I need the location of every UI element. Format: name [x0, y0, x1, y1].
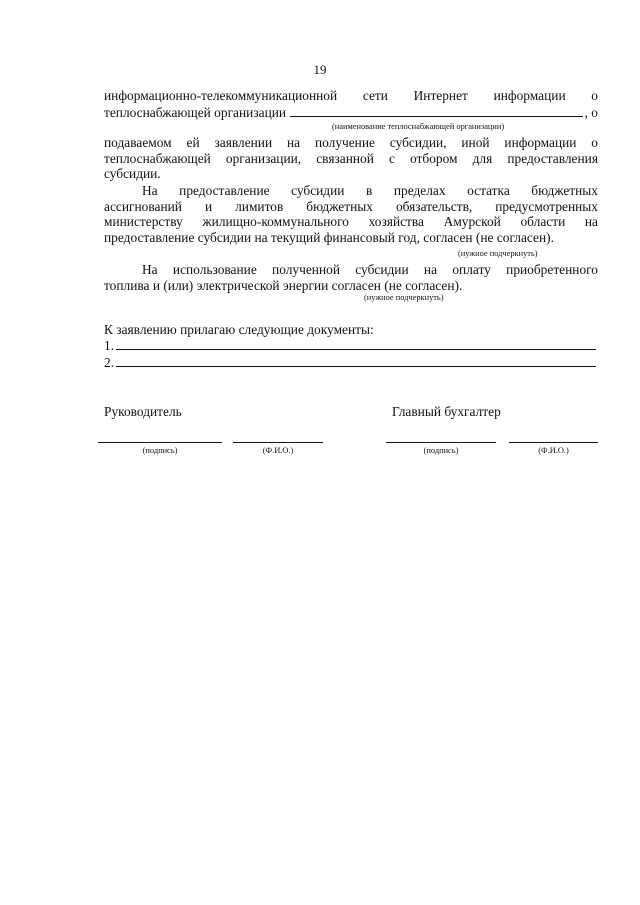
text-line: топлива и (или) электрической энергии согласен (не согласен).: [104, 277, 463, 293]
signature-caption: (подпись): [423, 446, 459, 455]
name-caption: (Ф.И.О.): [538, 446, 569, 455]
underline-hint: (нужное подчеркнуть): [364, 293, 444, 302]
accountant-name-line[interactable]: [509, 442, 598, 443]
attachment-number: 1.: [104, 338, 115, 353]
attachment-row-2: [104, 355, 596, 370]
text-line: ассигнований и лимитов бюджетных обязательств, предусмотренных: [104, 198, 598, 214]
attachment-blank-1[interactable]: [116, 338, 596, 350]
attachment-blank-2[interactable]: [116, 355, 596, 367]
text-line: теплоснабжающей организации, связанной с отбором для предоставления: [104, 150, 598, 166]
director-label: Руководитель: [104, 404, 182, 419]
text-fragment: , о: [584, 104, 598, 120]
text-line: подаваемом ей заявлении на получение субсидии, иной информации о: [104, 135, 598, 150]
attachment-number: 2.: [104, 355, 115, 370]
director-signature-line[interactable]: [98, 442, 222, 443]
text-line: предоставление субсидии на текущий финансовый год, согласен (не согласен).: [104, 229, 554, 245]
text-fragment: теплоснабжающей организации: [104, 104, 287, 120]
paragraph-consent-usage: [104, 262, 598, 293]
paragraph-consent-publication-cont: [104, 135, 598, 182]
field-caption: (наименование теплоснабжающей организации): [332, 122, 505, 131]
text-line: На использование полученной субсидии на оплату приобретенного: [142, 262, 598, 277]
signature-caption: (подпись): [142, 446, 178, 455]
page-number: 19: [313, 62, 327, 77]
accountant-signature-line[interactable]: [386, 442, 496, 443]
paragraph-consent-publication: [104, 88, 598, 120]
organization-name-blank[interactable]: [290, 104, 583, 117]
attachment-row-1: [104, 338, 596, 353]
director-name-line[interactable]: [233, 442, 323, 443]
text-line: информационно-телекоммуникационной сети Интернет информации о: [104, 88, 598, 103]
attachments-heading: К заявлению прилагаю следующие документы:: [104, 322, 374, 337]
text-line: министерству жилищно-коммунального хозяйства Амурской области на: [104, 214, 598, 230]
name-caption: (Ф.И.О.): [262, 446, 294, 455]
text-line: На предоставление субсидии в пределах остатка бюджетных: [142, 183, 598, 198]
text-line: субсидии.: [104, 166, 161, 182]
chief-accountant-label: Главный бухгалтер: [392, 404, 501, 419]
paragraph-consent-budget: [104, 183, 598, 245]
underline-hint: (нужное подчеркнуть): [458, 249, 538, 258]
text-line-with-blank: [104, 104, 598, 121]
